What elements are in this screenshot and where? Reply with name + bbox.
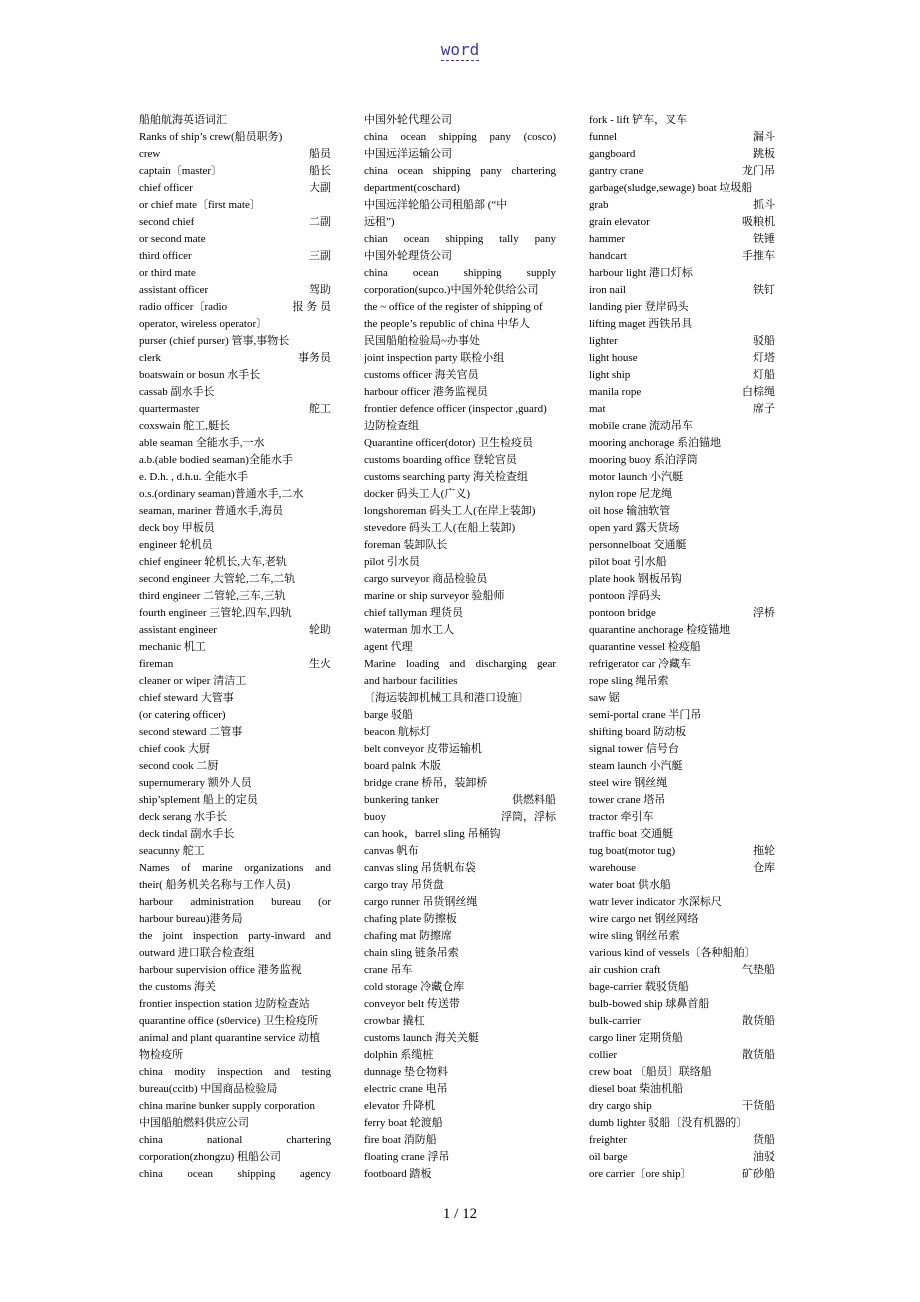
text-line: customs officer 海关官员 [364, 369, 479, 381]
text-line: beacon 航标灯 [364, 726, 431, 738]
text-line: footboard 踏板 [364, 1168, 432, 1180]
glossary-entry [589, 129, 775, 146]
text-line: cargo surveyor 商品检验员 [364, 573, 488, 585]
glossary-entry [589, 384, 775, 401]
text-line: the joint inspection party-inward and [139, 930, 331, 942]
text-line: customs searching party 海关检查组 [364, 471, 529, 483]
text-line: electric crane 电吊 [364, 1083, 448, 1095]
entry-term: mat [589, 403, 606, 415]
text-line: chief engineer 轮机长,大车,老轨 [139, 556, 287, 568]
text-line: seacunny 舵工 [139, 845, 205, 857]
text-line: second engineer 大管轮,二车,二轨 [139, 573, 296, 585]
text-line: china marine bunker supply corporation [139, 1100, 315, 1112]
page-header [0, 40, 920, 60]
text-line: bureau(ccitb) 中国商品检验局 [139, 1083, 278, 1095]
entry-gloss: 龙门吊 [742, 165, 775, 177]
entry-gloss: 铁锤 [753, 233, 775, 245]
entry-gloss: 漏斗 [753, 131, 775, 143]
entry-gloss: 仓库 [753, 862, 775, 874]
text-line: barge 驳船 [364, 709, 413, 721]
entry-gloss: 浮桥 [753, 607, 775, 619]
glossary-entry [589, 1132, 775, 1149]
text-line: china national chartering [139, 1134, 331, 1146]
entry-term: iron nail [589, 284, 626, 296]
text-line: pontoon 浮码头 [589, 590, 661, 602]
glossary-entry [589, 1047, 775, 1064]
text-line: second cook 二厨 [139, 760, 219, 772]
text-line: motor launch 小汽艇 [589, 471, 684, 483]
text-line: chief tallyman 理货员 [364, 607, 463, 619]
text-line: shifting board 防动板 [589, 726, 687, 738]
text-line: steam launch 小汽艇 [589, 760, 683, 772]
text-line: cargo tray 吊货盘 [364, 879, 444, 891]
text-line: Ranks of ship’s crew(船员职务) [139, 131, 283, 143]
entry-gloss: 浮筒，浮标 [501, 811, 556, 823]
entry-term: crew [139, 148, 161, 160]
entry-term: air cushion craft [589, 964, 661, 976]
text-line: 〔海运装卸机械工具和港口设施〕 [364, 692, 529, 704]
glossary-entry [589, 333, 775, 350]
entry-term: freighter [589, 1134, 627, 1146]
text-line: docker 码头工人(广义) [364, 488, 471, 500]
text-line: frontier inspection station 边防检查站 [139, 998, 310, 1010]
entry-term: warehouse [589, 862, 637, 874]
text-line: deck serang 水手长 [139, 811, 227, 823]
text-line: ship’splement 船上的定员 [139, 794, 258, 806]
glossary-entry [589, 843, 775, 860]
column-2 [364, 112, 556, 1183]
text-line: dumb lighter 驳船〔没有机器的〕 [589, 1117, 748, 1129]
entry-term: chief officer [139, 182, 193, 194]
text-line: the customs 海关 [139, 981, 216, 993]
text-line: dolphin 系缆桩 [364, 1049, 434, 1061]
text-line: pilot 引水员 [364, 556, 420, 568]
entry-term: captain〔master〕 [139, 165, 223, 177]
text-line: agent 代理 [364, 641, 413, 653]
text-line: 民国船舶检验局~办事处 [364, 335, 480, 347]
text-line: harbour light 港口灯标 [589, 267, 693, 279]
text-line: animal and plant quarantine service 动植 [139, 1032, 321, 1044]
text-line: nylon rope 尼龙绳 [589, 488, 673, 500]
entry-term: lighter [589, 335, 618, 347]
glossary-entry [139, 350, 331, 367]
text-line: signal tower 信号台 [589, 743, 679, 755]
entry-term: radio officer〔radio [139, 301, 228, 313]
entry-term: funnel [589, 131, 618, 143]
text-line: second steward 二管事 [139, 726, 243, 738]
entry-gloss: 抓斗 [753, 199, 775, 211]
text-line: chain sling 链条吊索 [364, 947, 459, 959]
text-line: belt conveyor 皮带运输机 [364, 743, 482, 755]
entry-term: grain elevator [589, 216, 650, 228]
text-line: harbour supervision office 港务监视 [139, 964, 302, 976]
glossary-entry [139, 401, 331, 418]
glossary-entry [589, 1098, 775, 1115]
entry-term: handcart [589, 250, 627, 262]
entry-gloss: 手推车 [742, 250, 775, 262]
text-line: Names of marine organizations and [139, 862, 331, 874]
entry-term: buoy [364, 811, 386, 823]
text-line: seaman, mariner 普通水手,海员 [139, 505, 284, 517]
text-line: 物检疫所 [139, 1049, 183, 1061]
text-line: longshoreman 码头工人(在岸上装卸) [364, 505, 536, 517]
text-line: quarantine vessel 检疫船 [589, 641, 701, 653]
text-line: mooring buoy 系泊浮筒 [589, 454, 698, 466]
text-line: chief cook 大厨 [139, 743, 210, 755]
text-line: lifting maget 西铁吊具 [589, 318, 693, 330]
glossary-entry [139, 248, 331, 265]
glossary-entry [589, 860, 775, 877]
text-line: open yard 露天货场 [589, 522, 680, 534]
text-line: 中国外轮理货公司 [364, 250, 452, 262]
text-line: cargo runner 吊货钢丝绳 [364, 896, 478, 908]
text-line: cold storage 冷藏仓库 [364, 981, 465, 993]
entry-term: third officer [139, 250, 192, 262]
glossary-entry [589, 1013, 775, 1030]
entry-term: grab [589, 199, 609, 211]
glossary-entry [589, 401, 775, 418]
text-line: can hook，barrel sling 吊桶钩 [364, 828, 501, 840]
entry-gloss: 驳船 [753, 335, 775, 347]
glossary-entry [139, 180, 331, 197]
entry-gloss: 散货船 [742, 1049, 775, 1061]
text-line: bulb-bowed ship 球鼻首船 [589, 998, 710, 1010]
text-line: personnelboat 交通艇 [589, 539, 687, 551]
text-line: fourth engineer 三管轮,四车,四轨 [139, 607, 292, 619]
entry-term: gantry crane [589, 165, 644, 177]
entry-term: assistant officer [139, 284, 209, 296]
text-line: 边防检查组 [364, 420, 419, 432]
glossary-entry [364, 792, 556, 809]
text-line: plate hook 钢板吊钩 [589, 573, 682, 585]
entry-gloss: 生火 [309, 658, 331, 670]
text-line: 远租”) [364, 216, 395, 228]
entry-gloss: 轮助 [309, 624, 331, 636]
text-line: 中国远洋轮船公司租船部 (“中 [364, 199, 508, 211]
text-line: tower crane 塔吊 [589, 794, 666, 806]
text-line: crowbar 撬杠 [364, 1015, 425, 1027]
entry-term: manila rope [589, 386, 642, 398]
entry-term: clerk [139, 352, 161, 364]
text-line: dunnage 垫仓物料 [364, 1066, 449, 1078]
text-line: tractor 牵引车 [589, 811, 654, 823]
entry-term: dry cargo ship [589, 1100, 652, 1112]
column-1 [139, 112, 331, 1183]
text-line: cassab 副水手长 [139, 386, 215, 398]
text-line: quarantine office (s0ervice) 卫生检疫所 [139, 1015, 319, 1027]
text-line: fire boat 消防船 [364, 1134, 437, 1146]
text-line: e. D.h. , d.h.u. 全能水手 [139, 471, 249, 483]
glossary-entry [589, 367, 775, 384]
glossary-entry [589, 962, 775, 979]
text-line: 中国远洋运输公司 [364, 148, 452, 160]
entry-term: assistant engineer [139, 624, 217, 636]
text-line: harbour officer 港务监视员 [364, 386, 488, 398]
entry-gloss: 气垫船 [742, 964, 775, 976]
text-line: various kind of vessels〔各种船舶〕 [589, 947, 756, 959]
text-line: water boat 供水船 [589, 879, 671, 891]
text-line: Quarantine officer(dotor) 卫生检疫员 [364, 437, 534, 449]
text-line: semi-portal crane 半门吊 [589, 709, 702, 721]
entry-term: quartermaster [139, 403, 200, 415]
text-line: stevedore 码头工人(在船上装卸) [364, 522, 516, 534]
text-line: 中国外轮代理公司 [364, 114, 452, 126]
header-link[interactable]: word [440, 40, 480, 59]
text-line: able seaman 全能水手,一水 [139, 437, 265, 449]
text-line: garbage(sludge,sewage) boat 垃圾船 [589, 182, 753, 194]
entry-term: gangboard [589, 148, 636, 160]
text-line: the people’s republic of china 中华人 [364, 318, 530, 330]
entry-gloss: 散货船 [742, 1015, 775, 1027]
text-line: oil hose 输油软管 [589, 505, 671, 517]
text-line: customs launch 海关关艇 [364, 1032, 479, 1044]
text-line: outward 进口联合检查组 [139, 947, 255, 959]
text-line: china ocean shipping agency [139, 1168, 331, 1180]
text-line: mechanic 机工 [139, 641, 206, 653]
text-line: a.b.(able bodied seaman)全能水手 [139, 454, 293, 466]
text-line: deck tindal 副水手长 [139, 828, 235, 840]
text-line: rope sling 绳吊索 [589, 675, 669, 687]
entry-gloss: 灯塔 [753, 352, 775, 364]
text-line: refrigerator car 冷藏车 [589, 658, 692, 670]
text-line: landing pier 登岸码头 [589, 301, 689, 313]
text-line: china ocean shipping pany (cosco) [364, 131, 556, 143]
text-line: bridge crane 桥吊，装卸桥 [364, 777, 488, 789]
text-line: saw 锯 [589, 692, 620, 704]
entry-gloss: 拖轮 [753, 845, 775, 857]
text-line: department(coschard) [364, 182, 460, 194]
glossary-entry [589, 1149, 775, 1166]
entry-gloss: 舵工 [309, 403, 331, 415]
text-line: or second mate [139, 233, 206, 245]
glossary-entry [589, 248, 775, 265]
entry-gloss: 铁钉 [753, 284, 775, 296]
glossary-entry [589, 350, 775, 367]
entry-gloss: 供燃料船 [512, 794, 556, 806]
column-3 [589, 112, 775, 1183]
text-line: china ocean shipping pany chartering [364, 165, 556, 177]
entry-term: fireman [139, 658, 174, 670]
entry-term: pontoon bridge [589, 607, 656, 619]
glossary-entry [139, 146, 331, 163]
text-line: mooring anchorage 系泊锚地 [589, 437, 721, 449]
text-line: frontier defence officer (inspector ,guard) [364, 403, 547, 415]
text-line: chief steward 大管事 [139, 692, 234, 704]
glossary-entry [589, 214, 775, 231]
entry-gloss: 干货船 [742, 1100, 775, 1112]
entry-gloss: 二副 [309, 216, 331, 228]
text-line: their( 船务机关名称与工作人员) [139, 879, 291, 891]
text-line: conveyor belt 传送带 [364, 998, 460, 1010]
text-line: quarantine anchorage 检疫锚地 [589, 624, 731, 636]
text-line: diesel boat 柴油机船 [589, 1083, 684, 1095]
text-line: (or catering officer) [139, 709, 226, 721]
entry-term: collier [589, 1049, 618, 1061]
text-line: customs boarding office 登轮官员 [364, 454, 517, 466]
entry-gloss: 货船 [753, 1134, 775, 1146]
text-line: and harbour facilities [364, 675, 458, 687]
glossary-entry [589, 197, 775, 214]
entry-term: bulk-carrier [589, 1015, 641, 1027]
text-line: steel wire 钢丝绳 [589, 777, 668, 789]
text-line: mobile crane 流动吊车 [589, 420, 693, 432]
text-line: china modity inspection and testing [139, 1066, 331, 1078]
glossary-entry [589, 163, 775, 180]
text-line: Marine loading and discharging gear [364, 658, 556, 670]
text-line: or third mate [139, 267, 196, 279]
glossary-entry [589, 605, 775, 622]
text-line: crane 吊车 [364, 964, 413, 976]
text-line: cleaner or wiper 清洁工 [139, 675, 247, 687]
page-number: 1 / 12 [442, 1206, 478, 1222]
entry-gloss: 驾助 [309, 284, 331, 296]
entry-gloss: 油驳 [753, 1151, 775, 1163]
text-line: 船舶航海英语词汇 [139, 114, 227, 126]
text-line: deck boy 甲板员 [139, 522, 215, 534]
text-line: bage-carrier 载驳货船 [589, 981, 689, 993]
entry-gloss: 大副 [309, 182, 331, 194]
text-line: harbour bureau)港务局 [139, 913, 243, 925]
entry-term: oil barge [589, 1151, 628, 1163]
text-line: elevator 升降机 [364, 1100, 436, 1112]
entry-term: bunkering tanker [364, 794, 439, 806]
glossary-entry [139, 299, 331, 316]
text-line: harbour administration bureau (or [139, 896, 331, 908]
entry-term: second chief [139, 216, 195, 228]
entry-gloss: 跳板 [753, 148, 775, 160]
text-line: third engineer 二管轮,三车,三轨 [139, 590, 286, 602]
text-line: supernumerary 额外人员 [139, 777, 252, 789]
text-line: operator, wireless operator〕 [139, 318, 268, 330]
entry-gloss: 矿砂船 [742, 1168, 775, 1180]
text-line: or chief mate〔first mate〕 [139, 199, 261, 211]
text-line: canvas 帆布 [364, 845, 419, 857]
text-line: board palnk 木版 [364, 760, 441, 772]
text-line: coxswain 舵工,艇长 [139, 420, 231, 432]
entry-term: ore carrier〔ore ship〕 [589, 1168, 692, 1180]
text-line: wire cargo net 钢丝网络 [589, 913, 699, 925]
entry-term: light house [589, 352, 638, 364]
text-line: cargo liner 定期货船 [589, 1032, 683, 1044]
text-line: corporation(supco.)中国外轮供给公司 [364, 284, 539, 296]
text-line: chian ocean shipping tally pany [364, 233, 556, 245]
text-line: o.s.(ordinary seaman)普通水手,二水 [139, 488, 304, 500]
text-line: china ocean shipping supply [364, 267, 556, 279]
text-line: canvas sling 吊货帆布袋 [364, 862, 476, 874]
glossary-entry [589, 231, 775, 248]
text-line: waterman 加水工人 [364, 624, 455, 636]
text-line: fork - lift 铲车，叉车 [589, 114, 688, 126]
text-line: joint inspection party 联检小组 [364, 352, 505, 364]
entry-gloss: 船员 [309, 148, 331, 160]
glossary-entry [589, 282, 775, 299]
entry-gloss: 事务员 [298, 352, 331, 364]
glossary-entry [139, 656, 331, 673]
entry-term: light ship [589, 369, 631, 381]
glossary-entry [589, 1166, 775, 1183]
text-line: ferry boat 轮渡船 [364, 1117, 443, 1129]
entry-gloss: 报 务 员 [292, 301, 331, 313]
text-line: wire sling 钢丝吊索 [589, 930, 680, 942]
glossary-entry [139, 214, 331, 231]
glossary-entry [589, 146, 775, 163]
entry-term: hammer [589, 233, 626, 245]
text-line: pilot boat 引水船 [589, 556, 667, 568]
text-line: 中国船舶燃料供应公司 [139, 1117, 249, 1129]
glossary-entry [364, 809, 556, 826]
glossary-entry [139, 622, 331, 639]
text-line: engineer 轮机员 [139, 539, 213, 551]
text-line: chafing plate 防擦板 [364, 913, 457, 925]
text-line: floating crane 浮吊 [364, 1151, 450, 1163]
text-line: watr lever indicator 水深标尺 [589, 896, 722, 908]
text-line: traffic boat 交通艇 [589, 828, 674, 840]
text-line: marine or ship surveyor 验船师 [364, 590, 505, 602]
entry-gloss: 船长 [309, 165, 331, 177]
glossary-entry [139, 282, 331, 299]
glossary-entry [139, 163, 331, 180]
text-line: purser (chief purser) 管事,事物长 [139, 335, 290, 347]
text-line: the ~ office of the register of shipping of [364, 301, 543, 313]
text-line: boatswain or bosun 水手长 [139, 369, 261, 381]
text-line: corporation(zhongzu) 租船公司 [139, 1151, 282, 1163]
text-line: crew boat 〔船员〕联络船 [589, 1066, 712, 1078]
entry-gloss: 三副 [309, 250, 331, 262]
entry-gloss: 吸粮机 [742, 216, 775, 228]
entry-term: tug boat(motor tug) [589, 845, 676, 857]
text-line: foreman 装卸队长 [364, 539, 448, 551]
entry-gloss: 席子 [753, 403, 775, 415]
entry-gloss: 白棕绳 [742, 386, 775, 398]
entry-gloss: 灯船 [753, 369, 775, 381]
text-line: chafing mat 防擦席 [364, 930, 452, 942]
